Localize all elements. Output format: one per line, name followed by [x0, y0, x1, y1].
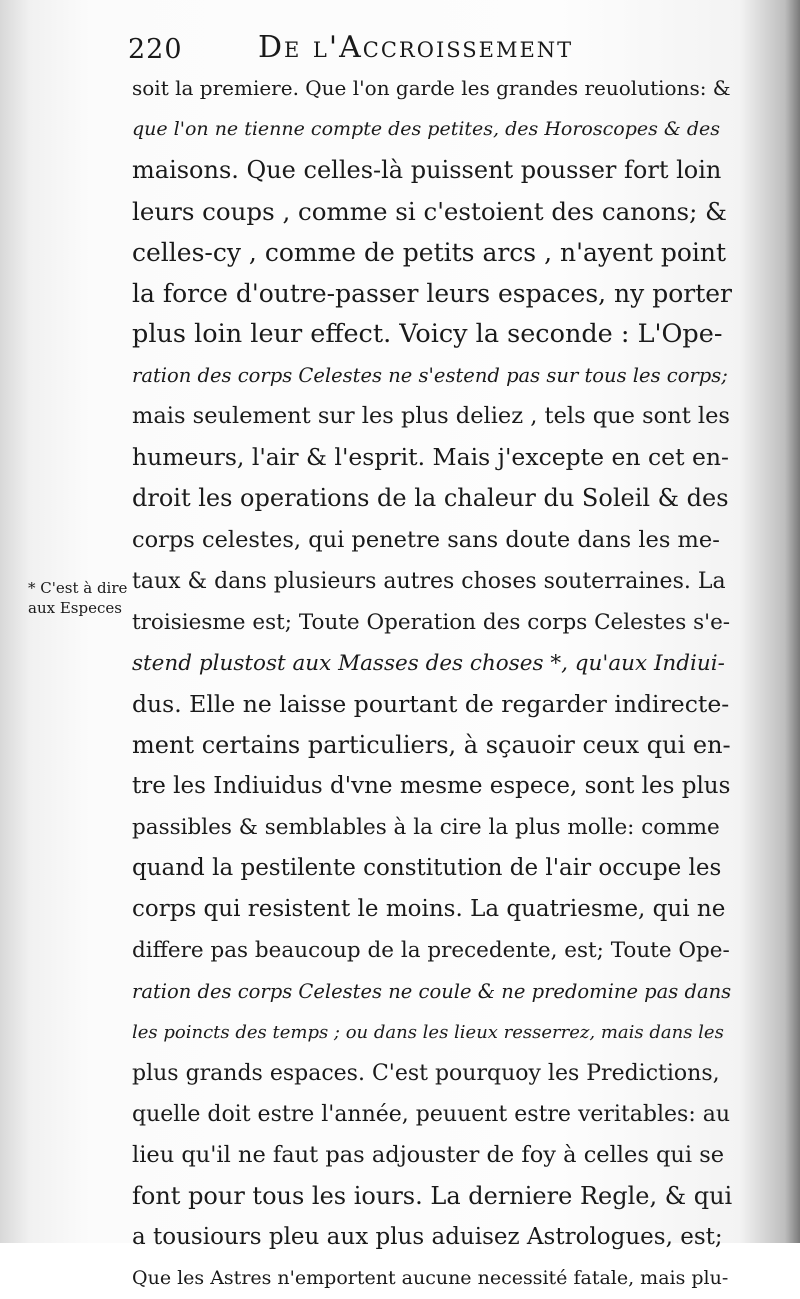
text-line: celles-cy , comme de petits arcs , n'ayent point	[132, 238, 727, 268]
text-line: humeurs, l'air & l'esprit. Mais j'excepte en cet en-	[132, 443, 729, 472]
text-line: ration des corps Celestes ne s'estend pas sur tous les corps;	[132, 364, 728, 388]
text-line: tre les Indiuidus d'vne mesme espece, sont les plus	[132, 772, 731, 799]
text-line: les poincts des temps ; ou dans les lieux resserrez, mais dans les	[132, 1022, 724, 1044]
text-line: maisons. Que celles-là puissent pousser fort loin	[132, 156, 722, 185]
text-line: corps celestes, qui penetre sans doute dans les me-	[132, 526, 720, 553]
text-line: soit la premiere. Que l'on garde les grandes reuolutions: &	[132, 76, 731, 100]
text-line: a tousiours pleu aux plus aduisez Astrologues, est;	[132, 1224, 723, 1251]
text-line: corps qui resistent le moins. La quatriesme, qui ne	[132, 895, 726, 922]
text-line: troisiesme est; Toute Operation des corps Celestes s'e-	[132, 609, 731, 635]
text-line: plus loin leur effect. Voicy la seconde : L'Ope-	[132, 319, 723, 350]
marginal-note-line: * C'est à dire	[28, 579, 128, 597]
text-line: ration des corps Celestes ne coule & ne predomine pas dans	[132, 980, 732, 1004]
text-line: passibles & semblables à la cire la plus molle: comme	[132, 814, 720, 840]
text-line: Que les Astres n'emportent aucune necessité fatale, mais plu-	[132, 1267, 729, 1290]
page-header	[128, 28, 768, 68]
text-line: droit les operations de la chaleur du Soleil & des	[132, 484, 729, 513]
page-number: 220	[128, 34, 183, 65]
text-line: quelle doit estre l'année, peuuent estre veritables: au	[132, 1102, 731, 1128]
text-line: la force d'outre-passer leurs espaces, ny porter	[132, 279, 733, 309]
marginal-note	[28, 578, 128, 618]
body-text	[132, 68, 732, 1299]
text-line: taux & dans plusieurs autres choses souterraines. La	[132, 568, 726, 594]
text-line: differe pas beaucoup de la precedente, est; Toute Ope-	[132, 937, 730, 963]
text-line: quand la pestilente constitution de l'air occupe les	[132, 854, 722, 881]
text-line: stend plustost aux Masses des choses *, qu'aux Indiui-	[132, 650, 725, 676]
text-line: leurs coups , comme si c'estoient des canons; &	[132, 197, 727, 227]
text-line: que l'on ne tienne compte des petites, des Horoscopes & des	[132, 118, 720, 141]
text-line: dus. Elle ne laisse pourtant de regarder indirecte-	[132, 689, 730, 718]
running-head: De l'Accroissement	[258, 30, 574, 65]
text-line: lieu qu'il ne faut pas adjouster de foy à celles qui se	[132, 1142, 725, 1169]
text-line: font pour tous les iours. La derniere Regle, & qui	[132, 1182, 733, 1211]
text-line: ment certains particuliers, à sçauoir ceux qui en-	[132, 730, 731, 759]
text-line: mais seulement sur les plus deliez , tels que sont les	[132, 403, 730, 430]
marginal-note-line: aux Especes	[28, 599, 122, 617]
text-line: plus grands espaces. C'est pourquoy les Predictions,	[132, 1061, 720, 1087]
